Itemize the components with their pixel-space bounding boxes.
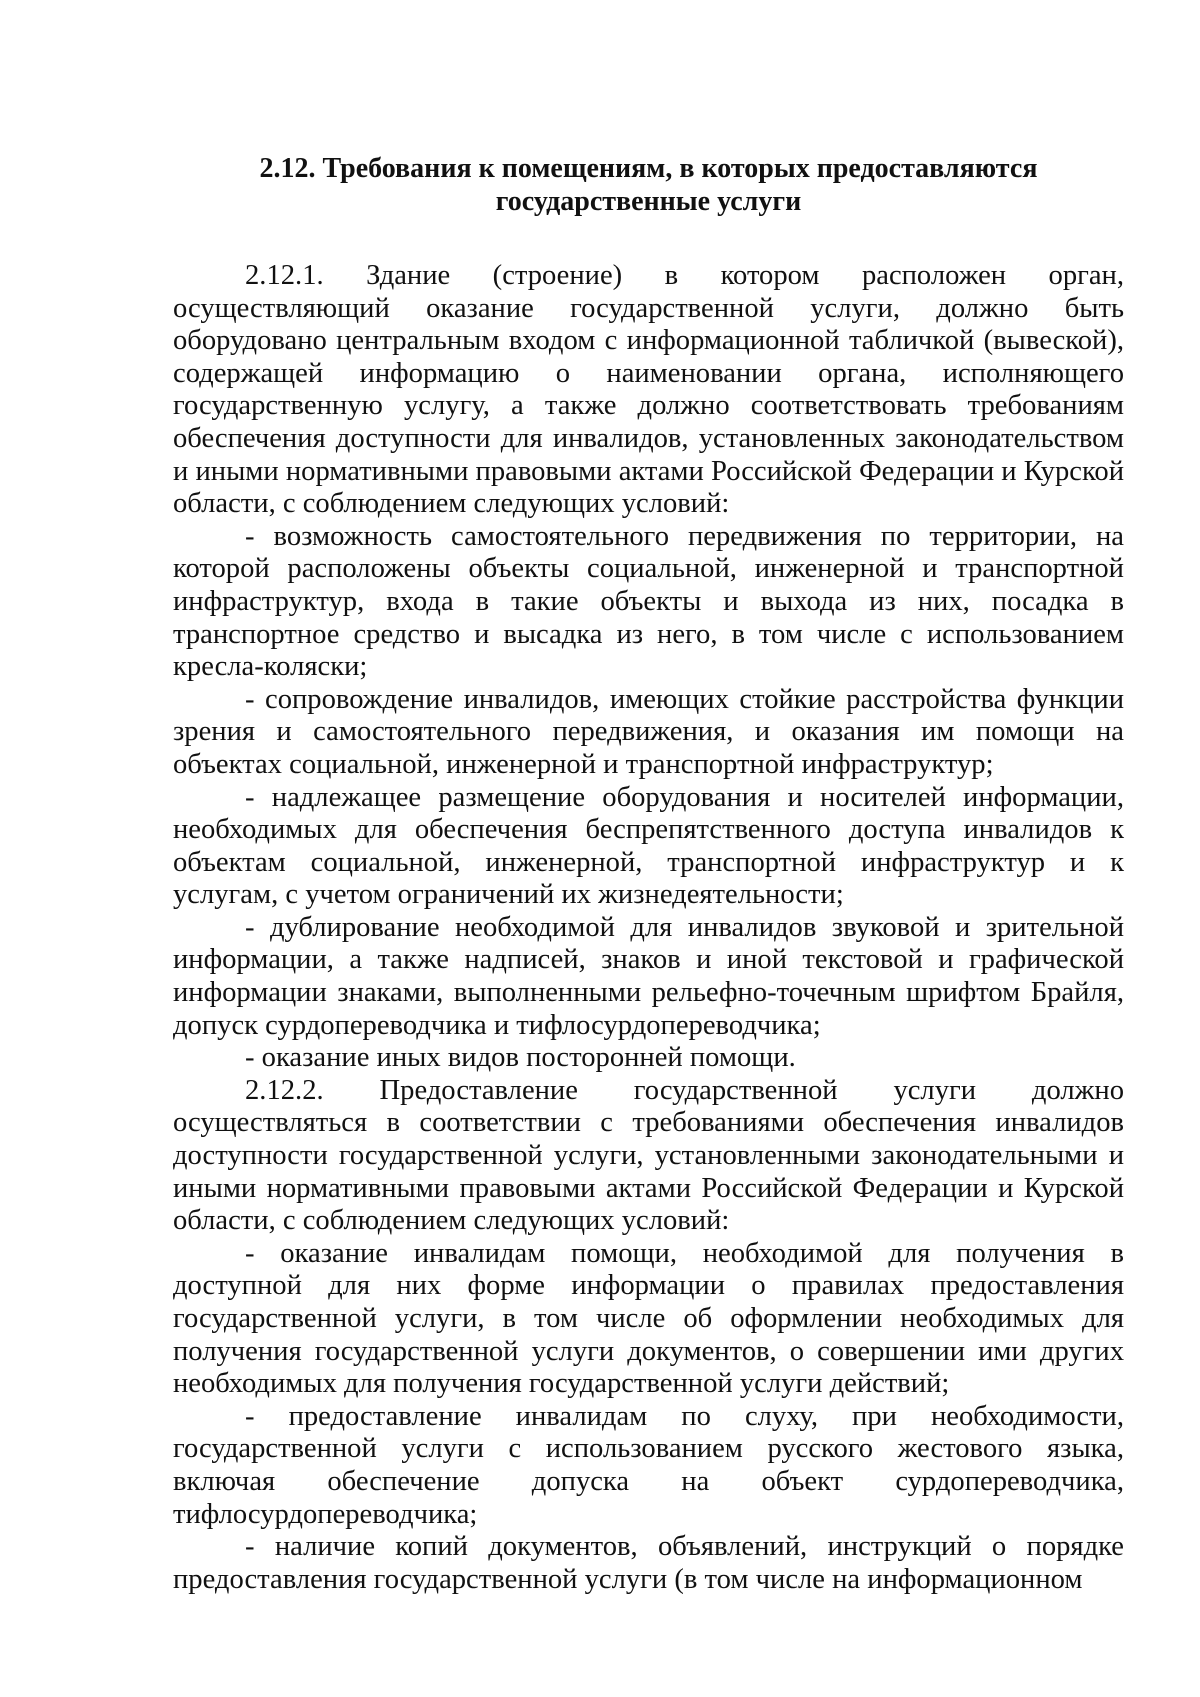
list-item-escort: - сопровождение инвалидов, имеющих стойкие расстройства функции зрения и самостоятельного передвижения, и оказания им помощи на объектах социальной, инженерной и транспортной инфраструктур; bbox=[173, 683, 1124, 780]
list-item-sign-language: - предоставление инвалидам по слуху, при необходимости, государственной услуги с использованием русского жестового языка, включая обеспечение допуска на объект сурдопереводчика, тифлосурдопереводчика; bbox=[173, 1400, 1124, 1530]
list-item-mobility: - возможность самостоятельного передвижения по территории, на которой расположены объекты социальной, инженерной и транспортной инфраструктур, входа в такие объекты и выхода из них, посадка в транспортное средство и высадка из него, в том числе с использованием кресла-коляски; bbox=[173, 520, 1124, 683]
document-page bbox=[173, 152, 1124, 1596]
list-item-duplication: - дублирование необходимой для инвалидов звуковой и зрительной информации, а также надписей, знаков и иной текстовой и графической информации знаками, выполненными рельефно-точечным шрифтом Брайля, допуск сурдопереводчика и тифлосурдопереводчика; bbox=[173, 911, 1124, 1041]
heading-line-2: государственные услуги bbox=[495, 186, 802, 217]
paragraph-2-12-2: 2.12.2. Предоставление государственной услуги должно осуществляться в соответствии с требованиями обеспечения инвалидов доступности государственной услуги, установленными законодательными и иными нормативными правовыми актами Российской Федерации и Курской области, с соблюдением следующих условий: bbox=[173, 1074, 1124, 1237]
section-heading bbox=[173, 152, 1124, 218]
list-item-document-copies: - наличие копий документов, объявлений, инструкций о порядке предоставления государственной услуги (в том числе на информационном bbox=[173, 1531, 1124, 1595]
paragraph-2-12-1: 2.12.1. Здание (строение) в котором расположен орган, осуществляющий оказание государственной услуги, должно быть оборудовано центральным входом с информационной табличкой (вывеской), содержащей информацию о наименовании органа, исполняющего государственную услугу, а также должно соответствовать требованиям обеспечения доступности для инвалидов, установленных законодательством и иными нормативными правовыми актами Российской Федерации и Курской области, с соблюдением следующих условий: bbox=[173, 260, 1124, 520]
list-item-information-help: - оказание инвалидам помощи, необходимой для получения в доступной для них форме информации о правилах предоставления государственной услуги, в том числе об оформлении необходимых для получения государственной услуги документов, о совершении ими других необходимых для получения государственной услуги действий; bbox=[173, 1237, 1124, 1400]
list-item-equipment-placement: - надлежащее размещение оборудования и носителей информации, необходимых для обеспечения беспрепятственного доступа инвалидов к объектам социальной, инженерной, транспортной инфраструктур и к услугам, с учетом ограничений их жизнедеятельности; bbox=[173, 781, 1124, 911]
list-item-other-help: - оказание иных видов посторонней помощи. bbox=[245, 1042, 796, 1074]
heading-line-1: 2.12. Требования к помещениям, в которых предоставляются bbox=[259, 153, 1038, 184]
